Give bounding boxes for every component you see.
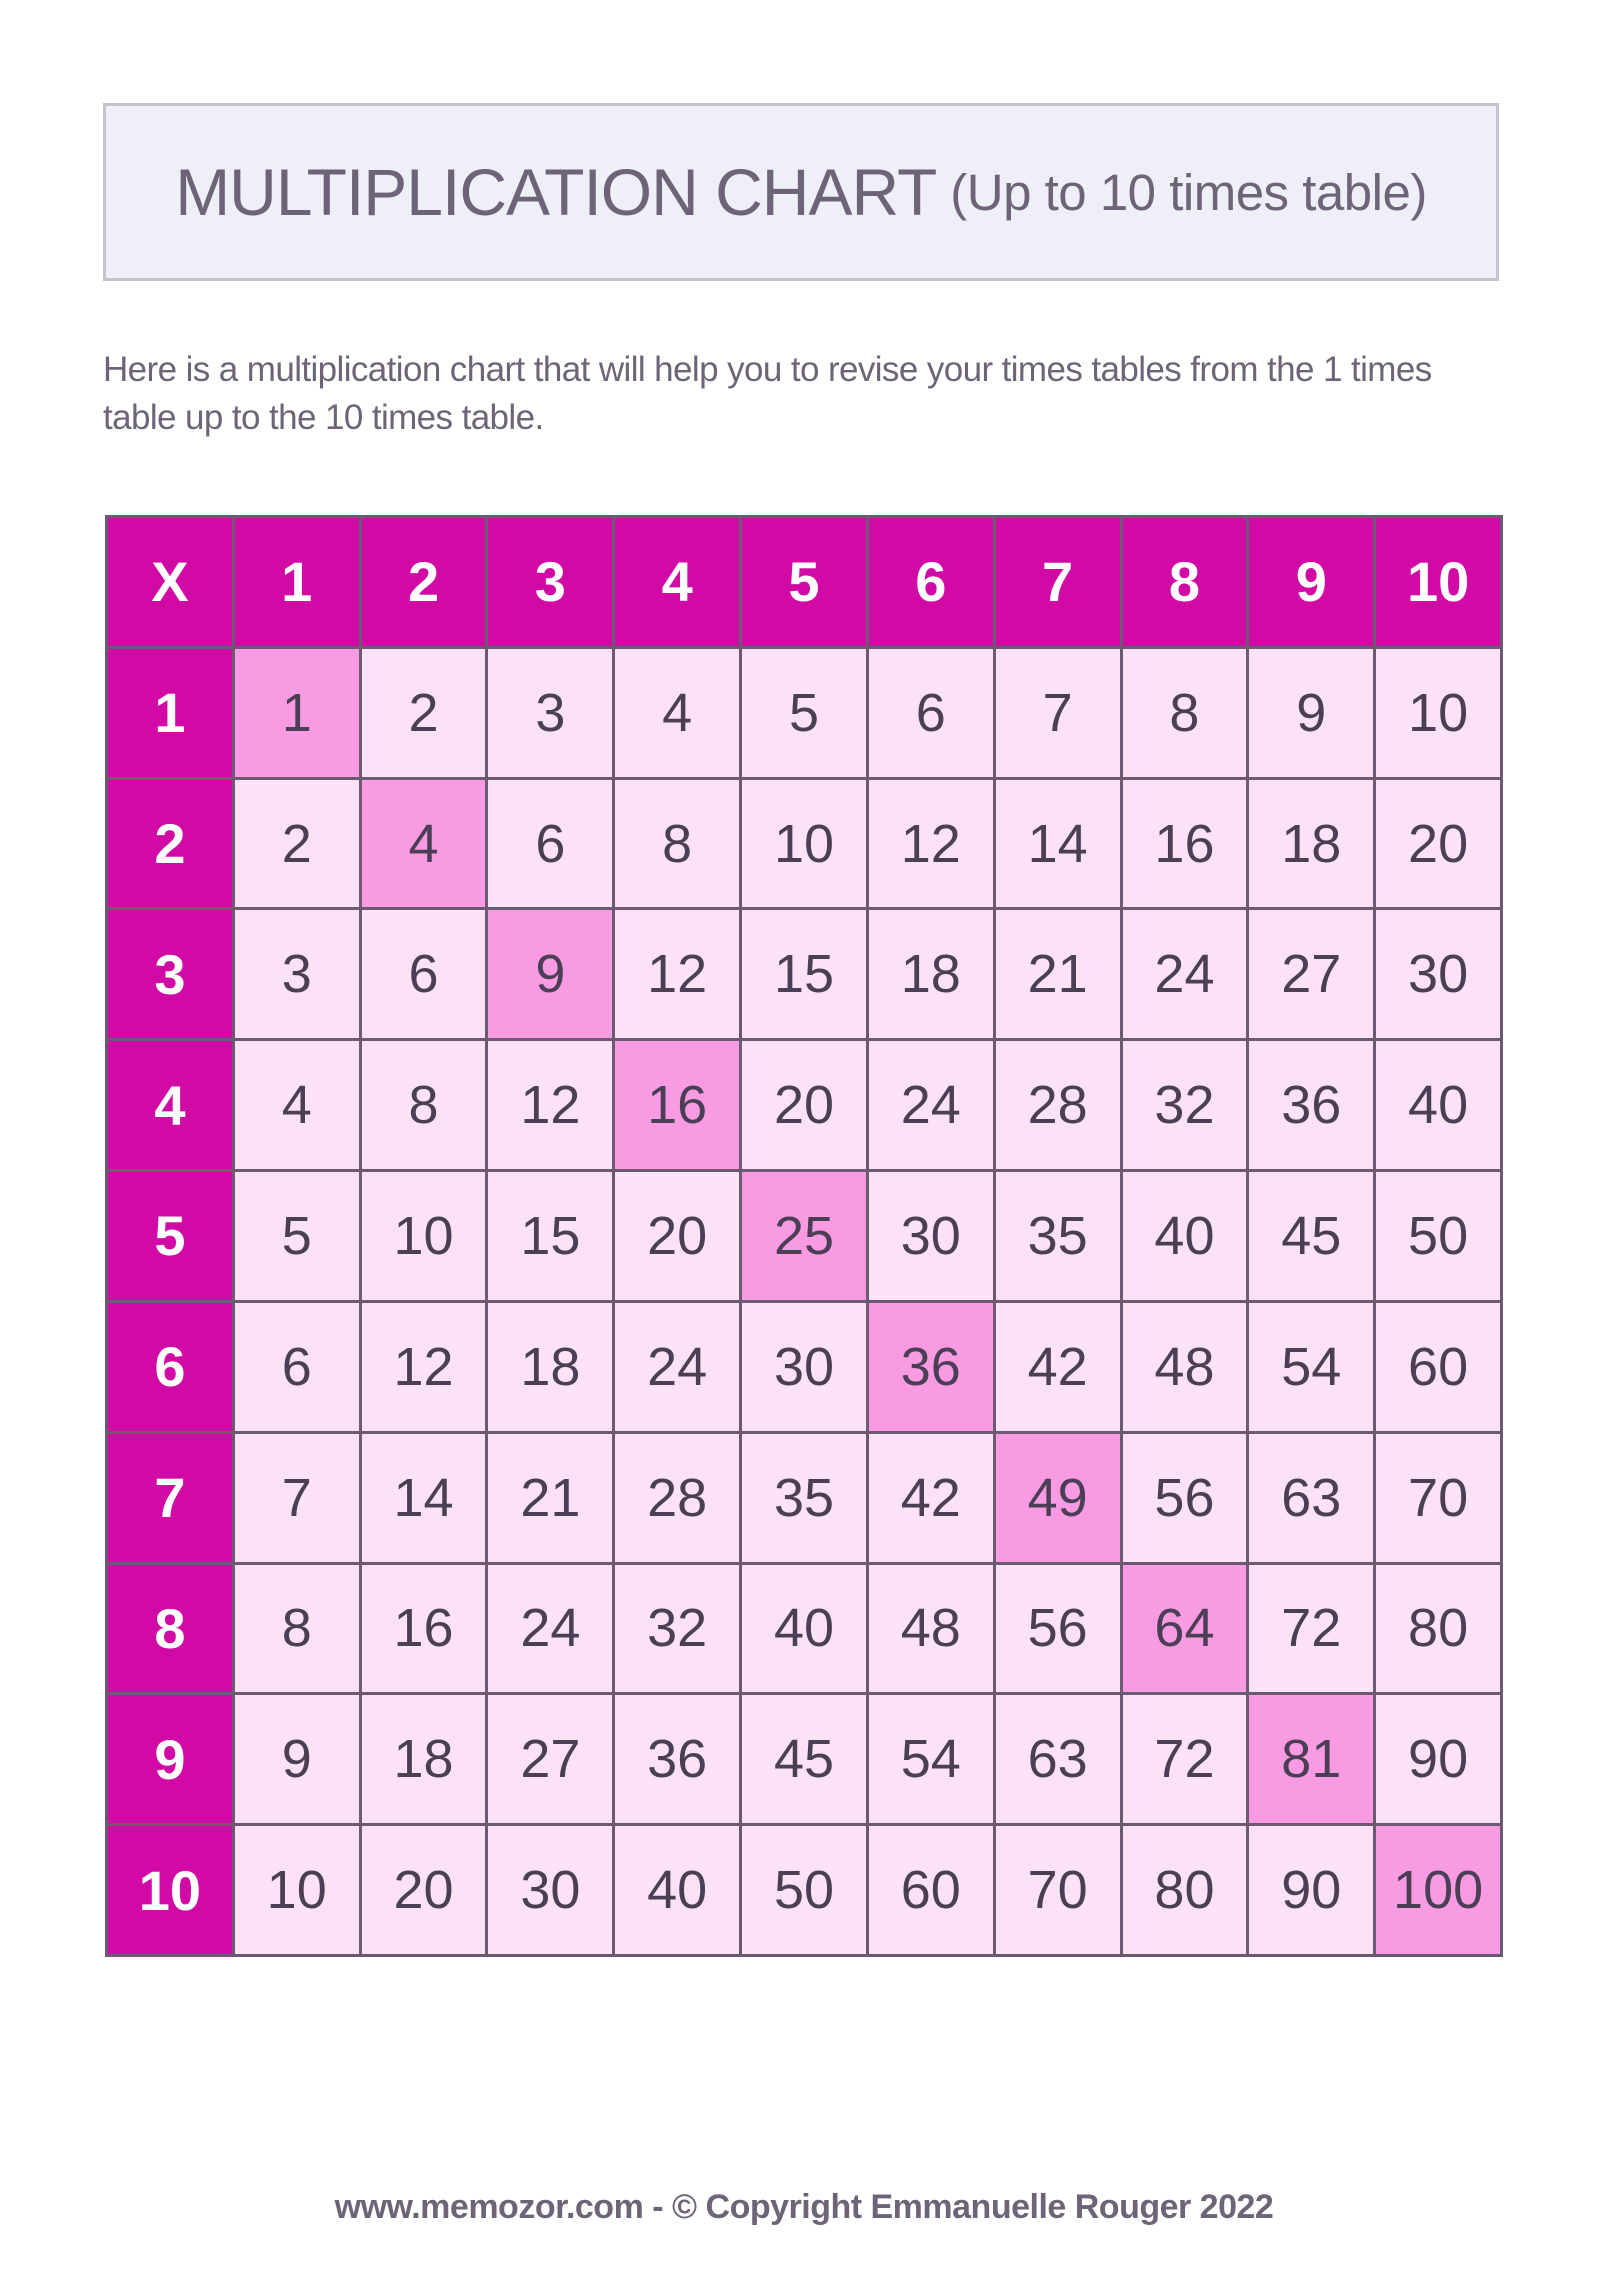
column-header: 5 [742, 518, 866, 646]
product-cell: 60 [1376, 1303, 1500, 1431]
row-header: 6 [108, 1303, 232, 1431]
title-box [103, 103, 1499, 281]
row-header: 7 [108, 1434, 232, 1562]
intro-text: Here is a multiplication chart that will help you to revise your times tables from the 1 times table up to the 10 times table. [103, 350, 1432, 437]
column-header: 3 [488, 518, 612, 646]
product-cell: 28 [996, 1041, 1120, 1169]
product-cell: 18 [869, 910, 993, 1038]
multiplication-table [105, 515, 1503, 1957]
page-title: MULTIPLICATION CHART [175, 155, 937, 229]
product-cell: 12 [869, 780, 993, 908]
product-cell: 63 [996, 1695, 1120, 1823]
square-cell: 4 [362, 780, 486, 908]
product-cell: 72 [1249, 1565, 1373, 1693]
product-cell: 30 [488, 1826, 612, 1954]
product-cell: 18 [362, 1695, 486, 1823]
product-cell: 27 [1249, 910, 1373, 1038]
product-cell: 27 [488, 1695, 612, 1823]
column-header: 7 [996, 518, 1120, 646]
product-cell: 30 [742, 1303, 866, 1431]
product-cell: 50 [1376, 1172, 1500, 1300]
product-cell: 63 [1249, 1434, 1373, 1562]
product-cell: 40 [1123, 1172, 1247, 1300]
product-cell: 5 [742, 649, 866, 777]
product-cell: 6 [235, 1303, 359, 1431]
product-cell: 10 [742, 780, 866, 908]
product-cell: 3 [235, 910, 359, 1038]
product-cell: 20 [742, 1041, 866, 1169]
product-cell: 35 [742, 1434, 866, 1562]
column-header: 6 [869, 518, 993, 646]
product-cell: 8 [362, 1041, 486, 1169]
product-cell: 40 [615, 1826, 739, 1954]
square-cell: 25 [742, 1172, 866, 1300]
product-cell: 45 [1249, 1172, 1373, 1300]
product-cell: 9 [1249, 649, 1373, 777]
product-cell: 12 [615, 910, 739, 1038]
product-cell: 8 [1123, 649, 1247, 777]
product-cell: 20 [1376, 780, 1500, 908]
row-header: 5 [108, 1172, 232, 1300]
row-header: 2 [108, 780, 232, 908]
product-cell: 48 [1123, 1303, 1247, 1431]
product-cell: 16 [1123, 780, 1247, 908]
column-header: 9 [1249, 518, 1373, 646]
product-cell: 35 [996, 1172, 1120, 1300]
product-cell: 18 [488, 1303, 612, 1431]
product-cell: 12 [488, 1041, 612, 1169]
product-cell: 5 [235, 1172, 359, 1300]
row-header: 1 [108, 649, 232, 777]
product-cell: 2 [362, 649, 486, 777]
product-cell: 32 [615, 1565, 739, 1693]
product-cell: 90 [1376, 1695, 1500, 1823]
square-cell: 16 [615, 1041, 739, 1169]
product-cell: 8 [615, 780, 739, 908]
product-cell: 54 [1249, 1303, 1373, 1431]
product-cell: 21 [488, 1434, 612, 1562]
product-cell: 42 [869, 1434, 993, 1562]
product-cell: 30 [1376, 910, 1500, 1038]
product-cell: 40 [1376, 1041, 1500, 1169]
product-cell: 90 [1249, 1826, 1373, 1954]
row-header: 9 [108, 1695, 232, 1823]
product-cell: 14 [996, 780, 1120, 908]
page-subtitle: (Up to 10 times table) [950, 163, 1427, 221]
product-cell: 7 [996, 649, 1120, 777]
square-cell: 9 [488, 910, 612, 1038]
product-cell: 24 [1123, 910, 1247, 1038]
product-cell: 20 [615, 1172, 739, 1300]
product-cell: 15 [742, 910, 866, 1038]
row-header: 3 [108, 910, 232, 1038]
square-cell: 64 [1123, 1565, 1247, 1693]
product-cell: 28 [615, 1434, 739, 1562]
product-cell: 48 [869, 1565, 993, 1693]
product-cell: 6 [488, 780, 612, 908]
square-cell: 81 [1249, 1695, 1373, 1823]
product-cell: 10 [362, 1172, 486, 1300]
product-cell: 60 [869, 1826, 993, 1954]
product-cell: 70 [1376, 1434, 1500, 1562]
copyright-footer: www.memozor.com - © Copyright Emmanuelle Rouger 2022 [334, 2188, 1274, 2226]
product-cell: 56 [996, 1565, 1120, 1693]
product-cell: 32 [1123, 1041, 1247, 1169]
product-cell: 20 [362, 1826, 486, 1954]
product-cell: 80 [1123, 1826, 1247, 1954]
column-header: 2 [362, 518, 486, 646]
product-cell: 18 [1249, 780, 1373, 908]
product-cell: 4 [235, 1041, 359, 1169]
row-header: 4 [108, 1041, 232, 1169]
product-cell: 4 [615, 649, 739, 777]
product-cell: 10 [1376, 649, 1500, 777]
product-cell: 42 [996, 1303, 1120, 1431]
product-cell: 36 [1249, 1041, 1373, 1169]
product-cell: 54 [869, 1695, 993, 1823]
corner-header: X [108, 518, 232, 646]
column-header: 4 [615, 518, 739, 646]
product-cell: 12 [362, 1303, 486, 1431]
product-cell: 10 [235, 1826, 359, 1954]
square-cell: 49 [996, 1434, 1120, 1562]
product-cell: 21 [996, 910, 1120, 1038]
product-cell: 16 [362, 1565, 486, 1693]
product-cell: 3 [488, 649, 612, 777]
product-cell: 9 [235, 1695, 359, 1823]
product-cell: 14 [362, 1434, 486, 1562]
product-cell: 80 [1376, 1565, 1500, 1693]
column-header: 8 [1123, 518, 1247, 646]
product-cell: 50 [742, 1826, 866, 1954]
product-cell: 2 [235, 780, 359, 908]
product-cell: 8 [235, 1565, 359, 1693]
product-cell: 40 [742, 1565, 866, 1693]
product-cell: 6 [362, 910, 486, 1038]
product-cell: 6 [869, 649, 993, 777]
square-cell: 36 [869, 1303, 993, 1431]
square-cell: 1 [235, 649, 359, 777]
product-cell: 45 [742, 1695, 866, 1823]
product-cell: 70 [996, 1826, 1120, 1954]
product-cell: 36 [615, 1695, 739, 1823]
product-cell: 24 [869, 1041, 993, 1169]
row-header: 8 [108, 1565, 232, 1693]
product-cell: 24 [488, 1565, 612, 1693]
product-cell: 30 [869, 1172, 993, 1300]
column-header: 10 [1376, 518, 1500, 646]
product-cell: 15 [488, 1172, 612, 1300]
row-header: 10 [108, 1826, 232, 1954]
product-cell: 56 [1123, 1434, 1247, 1562]
column-header: 1 [235, 518, 359, 646]
product-cell: 24 [615, 1303, 739, 1431]
product-cell: 7 [235, 1434, 359, 1562]
square-cell: 100 [1376, 1826, 1500, 1954]
product-cell: 72 [1123, 1695, 1247, 1823]
